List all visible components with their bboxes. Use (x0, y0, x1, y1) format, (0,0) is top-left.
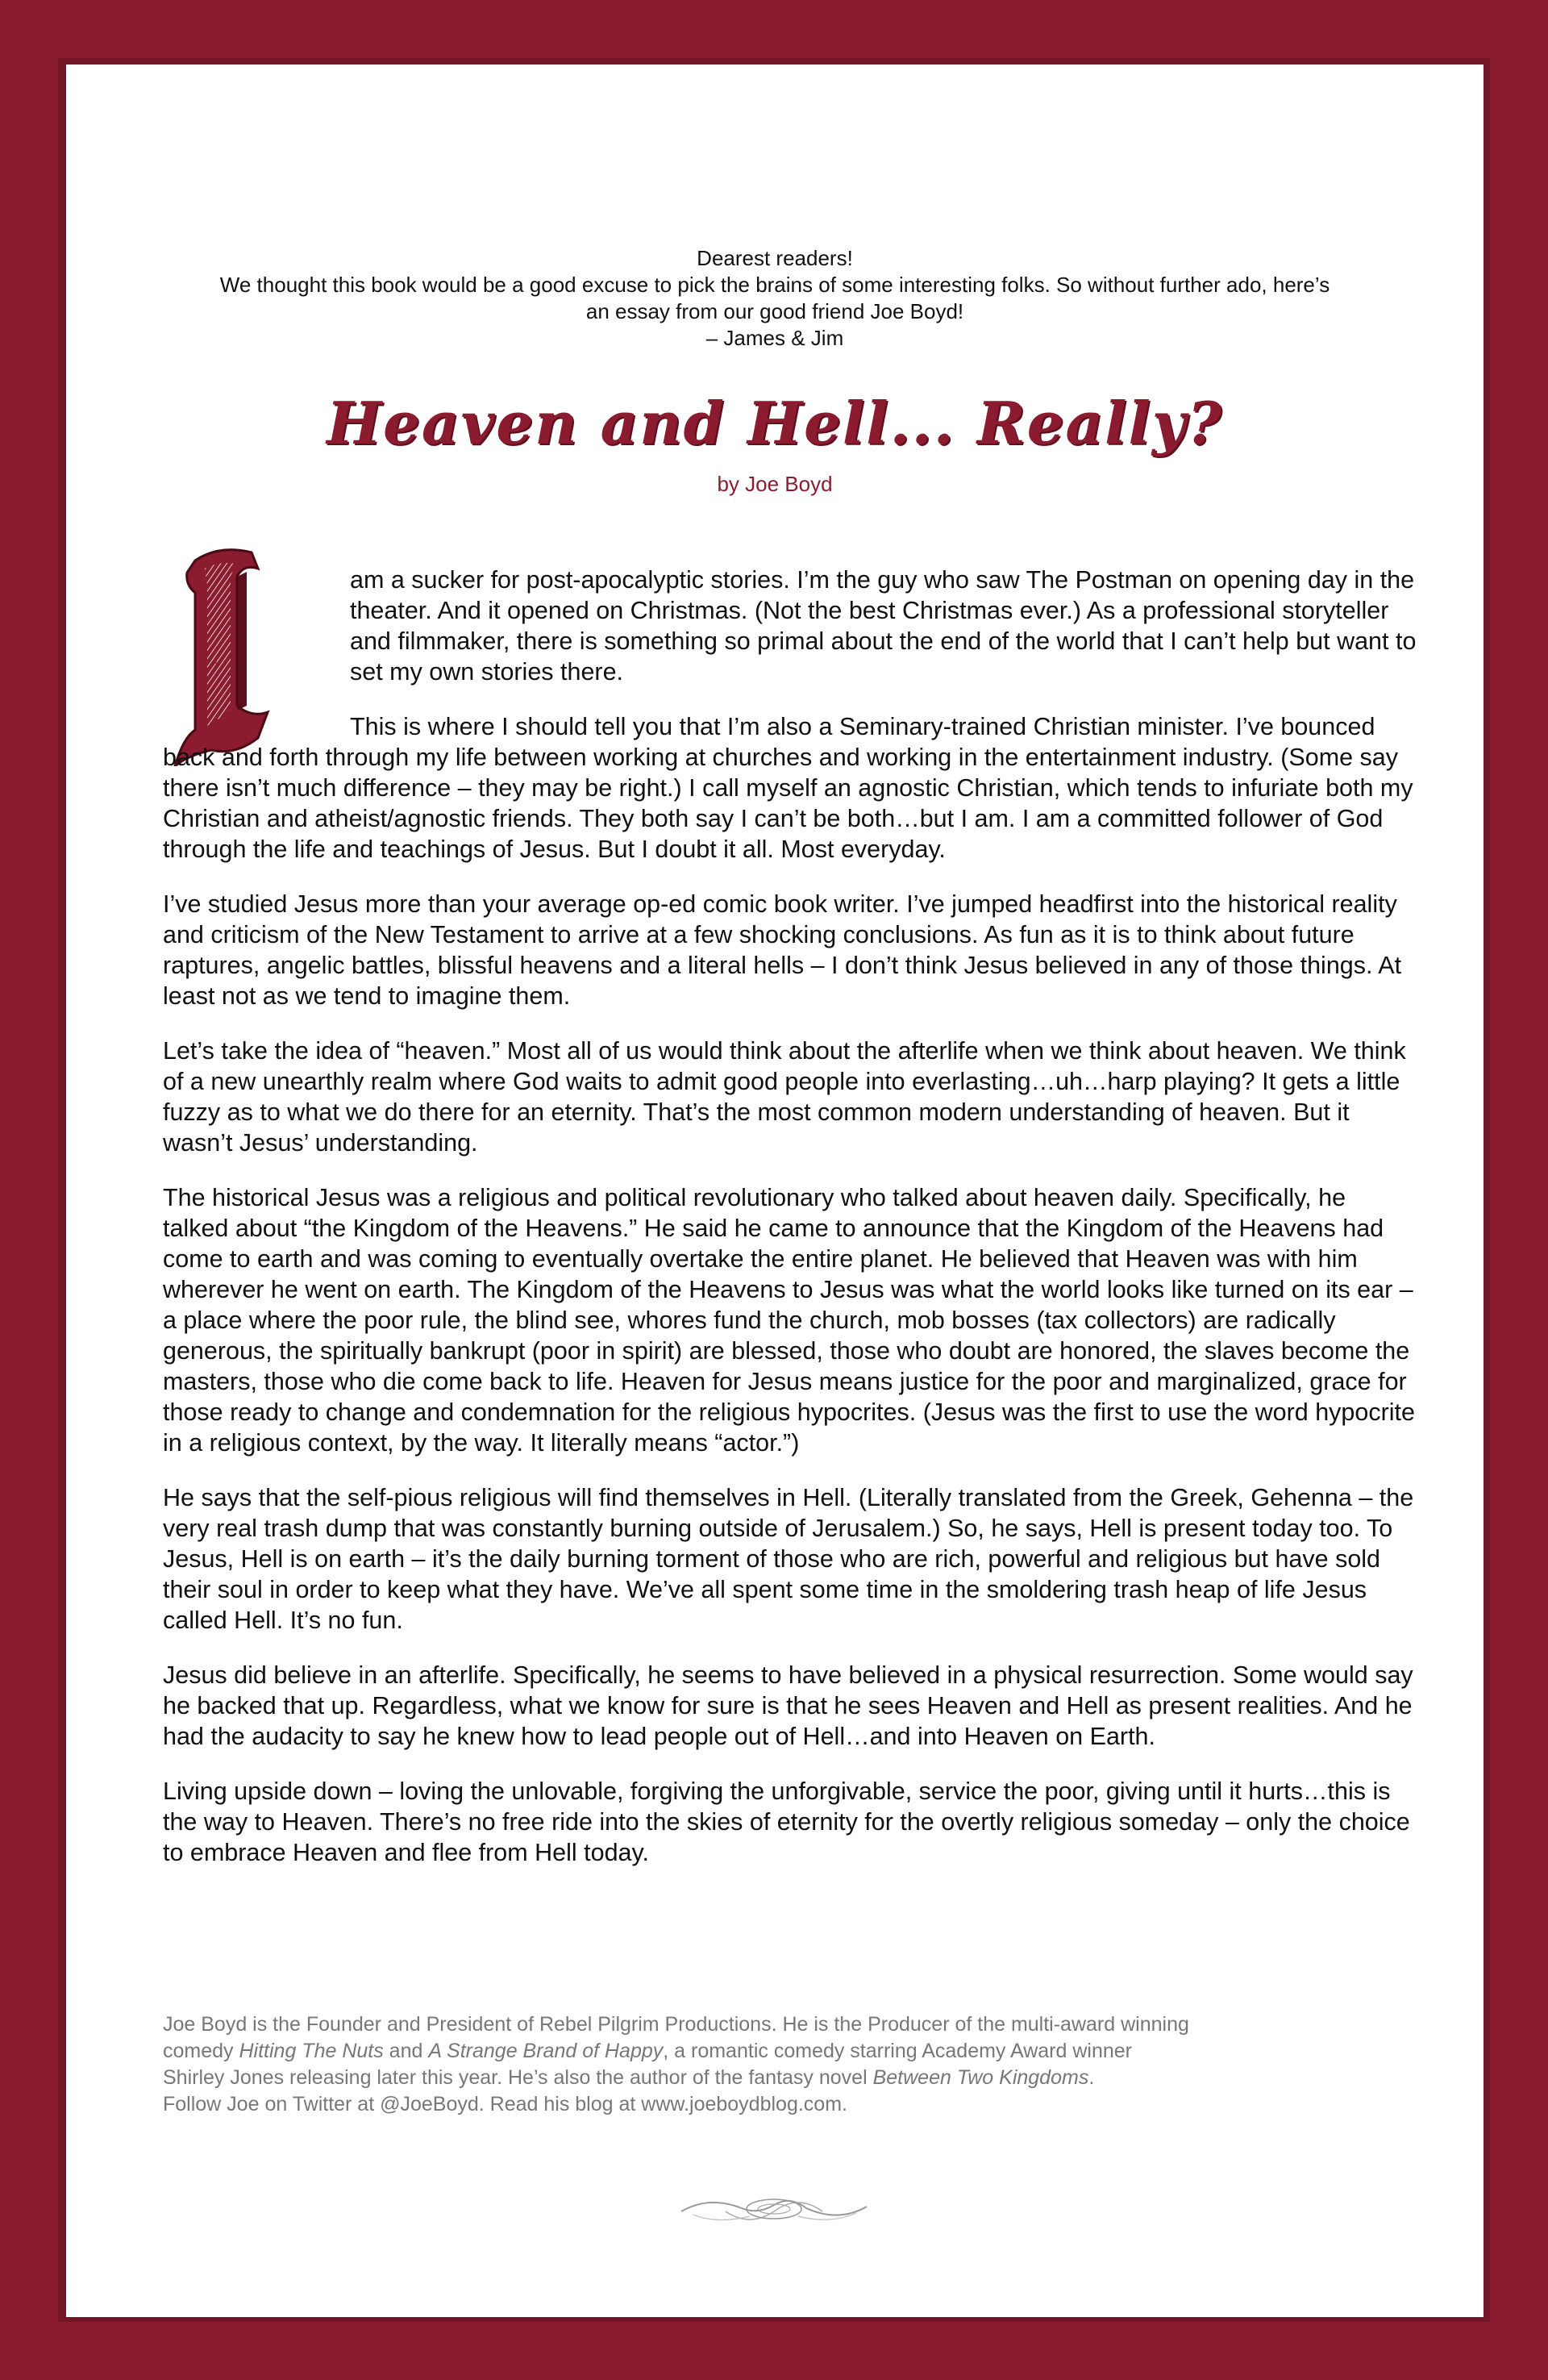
author-bio (163, 2011, 1417, 2118)
paragraph: Jesus did believe in an afterlife. Specifically, he seems to have believed in a physical resurrection. Some would say he backed that up. Regardless, what we know for sure is that he sees Heaven and Hell as present realities. And he had the audacity to say he knew how to lead people out of Hell…and into Heaven on Earth. (163, 1661, 1413, 1750)
book-title: Between Two Kingdoms (872, 2066, 1089, 2089)
film-title: Hitting The Nuts (239, 2040, 384, 2062)
article-title: Heaven and Hell... Really? (327, 389, 1223, 457)
editor-note-line: We thought this book would be a good excuse to pick the brains of some interesting folks. So without further ado, here’s (219, 273, 1330, 297)
paragraph: Living upside down – loving the unlovable, forgiving the unforgivable, service the poor, giving until it hurts…this is the way to Heaven. There’s no free ride into the skies of eternity for the overtly religious someday – only the choice to embrace Heaven and flee from Hell today. (163, 1778, 1410, 1866)
paragraph: He says that the self-pious religious will find themselves in Hell. (Literally translated from the Greek, Gehenna – the very real trash dump that was constantly burning outside of Jerusalem.) So, he says, Hell is present today too. To Jesus, Hell is on earth – it’s the daily burning torment of those who are rich, powerful and religious but have sold their soul in order to keep what they have. We’ve all spent some time in the smoldering trash heap of life Jesus called Hell. It’s no fun. (163, 1484, 1414, 1634)
bio-line (163, 2065, 1417, 2091)
paragraph (163, 711, 1417, 865)
bio-line (163, 2038, 1417, 2065)
editor-note-line: an essay from our good friend Joe Boyd! (585, 299, 964, 323)
page (66, 65, 1484, 2317)
paragraph-lead: This is where I should tell you that I’m also a Seminary-trained Christian minister. I’ve bounced (350, 713, 1375, 740)
paragraph: I’ve studied Jesus more than your average op-ed comic book writer. I’ve jumped headfirst into the historical reality and criticism of the New Testament to arrive at a few shocking conclusions. As fun as it is to think about future raptures, angelic battles, blissful heavens and a literal hells – I don’t think Jesus believed in any of those things. At least not as we tend to imagine them. (163, 890, 1402, 1010)
bio-text: . (1088, 2066, 1095, 2089)
bio-line: Joe Boyd is the Founder and President of Rebel Pilgrim Productions. He is the Producer of the multi-award winning (163, 2013, 1189, 2036)
bio-text: Shirley Jones releasing later this year. He’s also the author of the fantasy novel (163, 2066, 873, 2089)
bio-text: comedy (163, 2040, 239, 2062)
bio-text: , a romantic comedy starring Academy Award winner (663, 2040, 1133, 2062)
paragraph-rest: back and forth through my life between working at churches and working in the entertainment industry. (Some say there isn’t much difference – they may be right.) I call myself an agnostic Christian, which tends to infuriate both my Christian and atheist/agnostic friends. They both say I can’t be both…but I am. I am a committed follower of God through the life and teachings of Jesus. But I doubt it all. Most everyday. (163, 744, 1413, 863)
editor-note-line: Dearest readers! (697, 246, 853, 270)
paragraph: am a sucker for post-apocalyptic stories. I’m the guy who saw The Postman on opening day in the theater. And it opened on Christmas. (Not the best Christmas ever.) As a professional storyteller and filmmaker, there is something so primal about the end of the world that I can’t help but want to set my own stories there. (350, 566, 1417, 686)
film-title: A Strange Brand of Happy (428, 2040, 664, 2062)
editor-note (66, 245, 1484, 352)
bio-text: and (383, 2040, 429, 2062)
flourish-icon (677, 2187, 871, 2231)
byline: by Joe Boyd (717, 472, 833, 496)
bio-line: Follow Joe on Twitter at @JoeBoyd. Read his blog at www.joeboydblog.com. (163, 2093, 847, 2115)
dropcap-text: I (214, 659, 218, 668)
editor-note-signature: – James & Jim (705, 326, 844, 350)
paragraph: The historical Jesus was a religious and political revolutionary who talked about heaven daily. Specifically, he talked about “the Kingdom of the Heavens.” He said he came to announce that the Kingdom of the Heavens had come to earth and was coming to eventually overtake the entire planet. He believed that Heaven was with him wherever he went on earth. The Kingdom of the Heavens to Jesus was what the world looks like turned on its ear – a place where the poor rule, the blind see, whores fund the church, mob bosses (tax collectors) are radically generous, the spiritually bankrupt (poor in spirit) are blessed, those who doubt are honored, the slaves become the masters, those who die come back to life. Heaven for Jesus means justice for the poor and marginalized, grace for those ready to change and condemnation for the religious hypocrites. (Jesus was the first to use the word hypocrite in a religious context, by the way. It literally means “actor.”) (163, 1184, 1415, 1457)
paragraph: Let’s take the idea of “heaven.” Most all of us would think about the afterlife when we think about heaven. We think of a new unearthly realm where God waits to admit good people into everlasting…uh…harp playing? It gets a little fuzzy as to what we do there for an eternity. That’s the most common modern understanding of heaven. But it wasn’t Jesus’ understanding. (163, 1037, 1406, 1157)
article-body (163, 565, 1417, 1892)
